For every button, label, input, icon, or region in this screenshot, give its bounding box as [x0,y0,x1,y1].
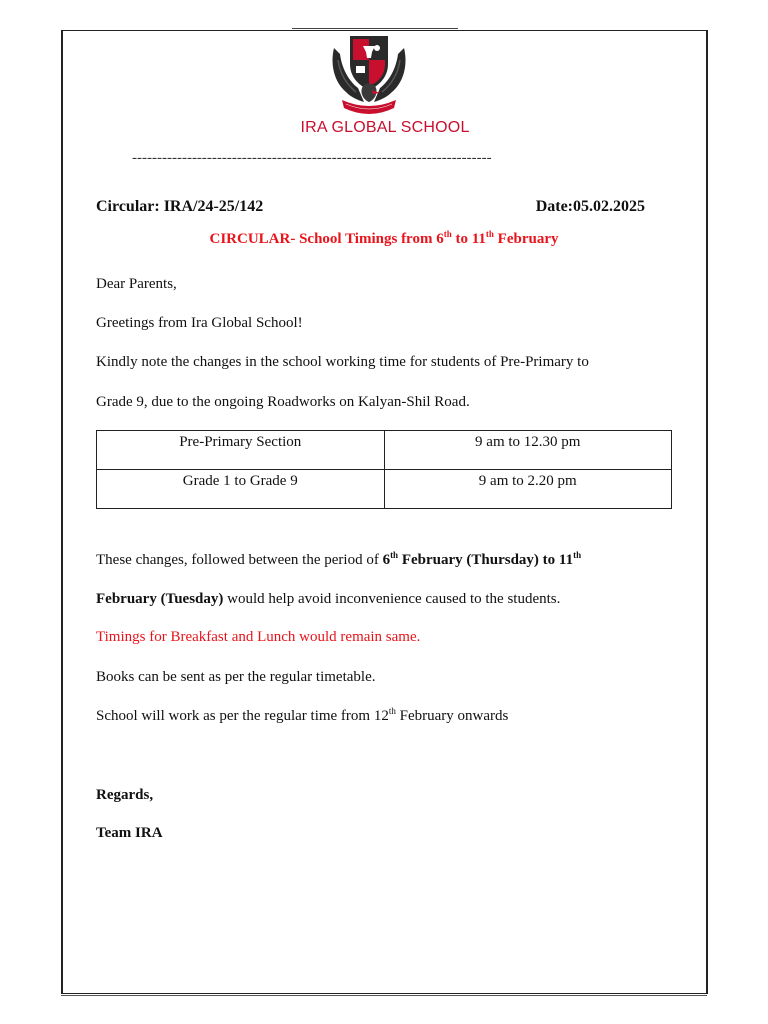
table-cell-section: Pre-Primary Section [97,431,385,470]
circular-date: Date:05.02.2025 [535,198,645,215]
circular-title: CIRCULAR- School Timings from 6th to 11th February [209,229,559,247]
school-name: IRA GLOBAL SCHOOL [300,119,470,136]
page-border [61,30,708,994]
table-cell-section: Grade 1 to Grade 9 [97,470,385,509]
regular-time-note: School will work as per the regular time from 12th February onwards [96,706,509,724]
greeting: Greetings from Ira Global School! [96,315,303,331]
table-row [97,431,672,470]
timings-table [96,430,672,509]
notice-line-2: Grade 9, due to the ongoing Roadworks on Kalyan-Shil Road. [96,394,470,410]
closing-signature: Team IRA [96,825,163,841]
top-rule [292,28,458,29]
school-crest-logo [328,30,410,118]
bottom-rule [61,995,707,996]
header-divider: ------------------------------------------------------------------------ [132,150,492,166]
period-line-1: These changes, followed between the period of 6th February (Thursday) to 11th [96,550,582,568]
salutation: Dear Parents, [96,276,177,292]
circular-number: Circular: IRA/24-25/142 [96,198,264,215]
meals-note: Timings for Breakfast and Lunch would remain same. [96,629,421,645]
table-cell-time: 9 am to 12.30 pm [384,431,672,470]
period-line-2: February (Tuesday) would help avoid inconvenience caused to the students. [96,591,561,607]
notice-line-1: Kindly note the changes in the school working time for students of Pre-Primary to [96,354,589,370]
table-cell-time: 9 am to 2.20 pm [384,470,672,509]
books-note: Books can be sent as per the regular timetable. [96,669,376,685]
table-row [97,470,672,509]
closing-regards: Regards, [96,787,154,803]
